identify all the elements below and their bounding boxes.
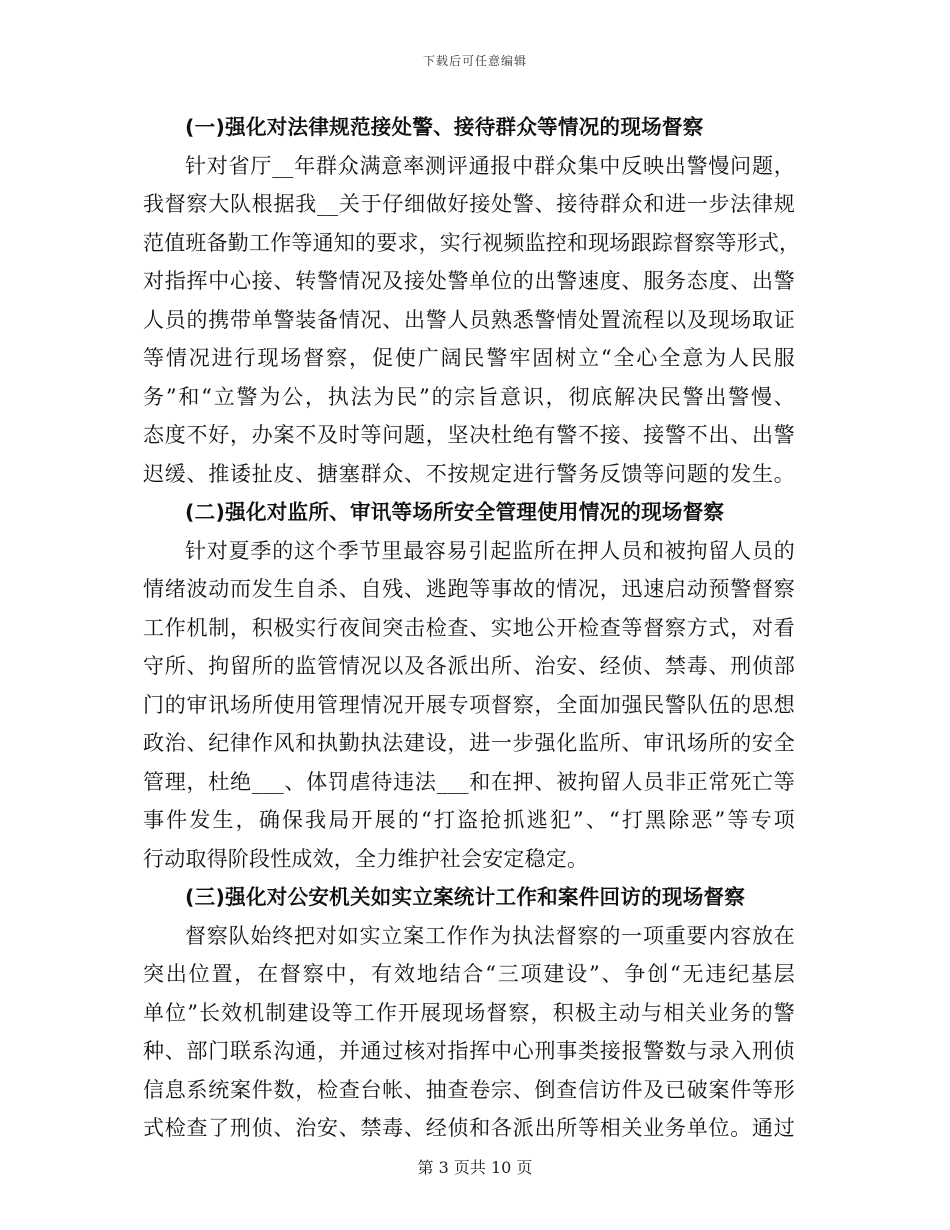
section-paragraph-3 [143, 917, 795, 1148]
paragraph-line: 门的审讯场所使用管理情况开展专项督察，全面加强民警队伍的思想 [143, 692, 795, 717]
paragraph-line: 我督察大队根据我__关于仔细做好接处警、接待群众和进一步法律规 [143, 192, 795, 216]
paragraph-line: 针对省厅__年群众满意率测评通报中群众集中反映出警慢问题， [185, 153, 795, 178]
paragraph-line: 信息系统案件数，检查台帐、抽查卷宗、倒查信访件及已破案件等形 [143, 1077, 795, 1102]
paragraph-line: 情绪波动而发生自杀、自残、逃跑等事故的情况，迅速启动预警督察 [143, 577, 795, 601]
paragraph-line: 迟缓、推诿扯皮、搪塞群众、不按规定进行警务反馈等问题的发生。 [143, 461, 795, 486]
paragraph-line: 态度不好，办案不及时等问题，坚决杜绝有警不接、接警不出、出警 [143, 423, 795, 447]
paragraph-line: 针对夏季的这个季节里最容易引起监所在押人员和被拘留人员的 [185, 538, 795, 563]
page-number-footer: 第 3 页共 10 页 [417, 1158, 533, 1177]
document-body [143, 108, 801, 1148]
paragraph-line: 对指挥中心接、转警情况及接处警单位的出警速度、服务态度、出警 [143, 269, 795, 293]
page-header: 下载后可任意编辑 [422, 54, 527, 68]
paragraph-line: 务”和“立警为公，执法为民”的宗旨意识，彻底解决民警出警慢、 [143, 384, 795, 409]
paragraph-line: 等情况进行现场督察，促使广阔民警牢固树立“全心全意为人民服 [143, 346, 795, 370]
paragraph-line: 政治、纪律作风和执勤执法建设，进一步强化监所、审讯场所的安全 [143, 731, 795, 755]
paragraph-line: 督察队始终把对如实立案工作作为执法督察的一项重要内容放在 [185, 923, 795, 948]
paragraph-line: 事件发生，确保我局开展的“打盗抢抓逃犯”、“打黑除恶”等专项 [143, 808, 795, 832]
paragraph-line: 守所、拘留所的监管情况以及各派出所、治安、经侦、禁毒、刑侦部 [143, 654, 795, 678]
section-heading-2: (二)强化对监所、审讯等场所安全管理使用情况的现场督察 [185, 500, 725, 524]
paragraph-line: 工作机制，积极实行夜间突击检查、实地公开检查等督察方式，对看 [143, 615, 795, 640]
section-heading-1: (一)强化对法律规范接处警、接待群众等情况的现场督察 [185, 115, 704, 139]
paragraph-line: 种、部门联系沟通，并通过核对指挥中心刑事类接报警数与录入刑侦 [143, 1039, 795, 1063]
paragraph-line: 管理，杜绝___、体罚虐待违法___和在押、被拘留人员非正常死亡等 [143, 769, 795, 794]
paragraph-line: 范值班备勤工作等通知的要求，实行视频监控和现场跟踪督察等形式， [143, 230, 801, 255]
paragraph-line: 单位”长效机制建设等工作开展现场督察，积极主动与相关业务的警 [143, 1000, 795, 1025]
paragraph-line: 行动取得阶段性成效，全力维护社会安定稳定。 [143, 846, 589, 871]
section-paragraph-2 [143, 532, 795, 879]
section-paragraph-1 [143, 147, 801, 494]
section-heading-3: (三)强化对公安机关如实立案统计工作和案件回访的现场督察 [185, 885, 746, 909]
paragraph-line: 式检查了刑侦、治安、禁毒、经侦和各派出所等相关业务单位。通过 [143, 1116, 795, 1140]
paragraph-line: 突出位置，在督察中，有效地结合“三项建设”、争创“无违纪基层 [143, 962, 795, 986]
paragraph-line: 人员的携带单警装备情况、出警人员熟悉警情处置流程以及现场取证 [143, 307, 795, 332]
